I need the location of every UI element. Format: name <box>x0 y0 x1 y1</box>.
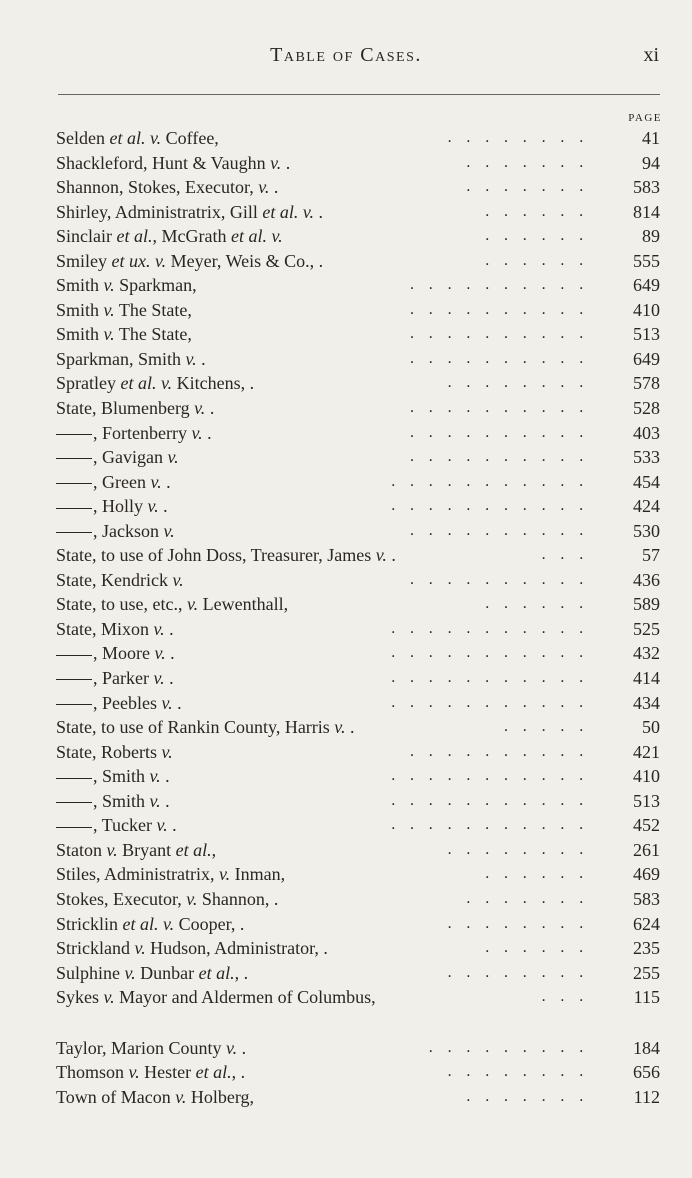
case-page: 403 <box>633 422 660 443</box>
case-page: 589 <box>633 594 660 615</box>
case-entry <box>0 936 692 961</box>
case-page: 115 <box>633 987 660 1008</box>
case-entry <box>0 691 692 716</box>
dot-leader: .......... <box>410 349 598 367</box>
case-entry <box>0 322 692 347</box>
case-page: 583 <box>633 888 660 909</box>
dot-leader: ...... <box>485 251 598 269</box>
case-name: Selden et al. v. Coffee, <box>56 128 219 148</box>
dot-leader: ........ <box>447 374 598 392</box>
case-page: 421 <box>633 741 660 762</box>
case-page: 432 <box>633 643 660 664</box>
table-of-cases <box>0 126 692 1109</box>
dot-leader: .......... <box>410 276 598 294</box>
case-name: , Green v. . <box>56 470 171 495</box>
dot-leader: ........... <box>391 497 598 515</box>
case-name: Shirley, Administratrix, Gill et al. v. . <box>56 201 323 222</box>
case-page: 469 <box>633 864 660 885</box>
case-name: Sulphine v. Dunbar et al., . <box>56 962 249 983</box>
case-name: Town of Macon v. Holberg, <box>56 1086 255 1107</box>
case-name: Staton v. Bryant et al., <box>56 839 217 860</box>
case-entry <box>0 961 692 986</box>
case-page: 436 <box>633 569 660 590</box>
case-name: Sparkman, Smith v. . <box>56 348 206 369</box>
case-name: , Gavigan v. <box>56 445 179 470</box>
case-page: 583 <box>633 177 660 198</box>
dot-leader: .......... <box>410 448 598 466</box>
case-entry <box>0 347 692 372</box>
case-entry <box>0 200 692 225</box>
case-entry <box>0 862 692 887</box>
dot-leader: ........... <box>391 693 598 711</box>
case-name: Sinclair et al., McGrath et al. v. <box>56 226 283 247</box>
case-name: State, Roberts v. <box>56 741 173 762</box>
dot-leader: ... <box>541 988 598 1006</box>
case-page: 555 <box>633 250 660 271</box>
case-name: , Fortenberry v. . <box>56 421 212 446</box>
case-name: , Tucker v. . <box>56 813 177 838</box>
case-page: 424 <box>633 496 660 517</box>
case-page: 649 <box>633 275 660 296</box>
case-name: Sykes v. Mayor and Aldermen of Columbus, <box>56 987 376 1008</box>
dot-leader: ........... <box>391 767 598 785</box>
case-entry <box>0 224 692 249</box>
dot-leader: .......... <box>410 399 598 417</box>
case-entry <box>0 912 692 937</box>
case-page: 452 <box>633 815 660 836</box>
case-name: Stokes, Executor, v. Shannon, . <box>56 888 279 909</box>
case-entry <box>0 470 692 495</box>
case-entry <box>0 764 692 789</box>
case-name: State, to use of John Doss, Treasurer, James v. . <box>56 545 396 566</box>
dot-leader: .......... <box>410 521 598 539</box>
case-entry <box>0 1060 692 1085</box>
dot-leader: ...... <box>485 227 598 245</box>
dot-leader: ........... <box>391 791 598 809</box>
case-page: 578 <box>633 373 660 394</box>
case-page: 112 <box>633 1086 660 1107</box>
case-name: Spratley et al. v. Kitchens, . <box>56 373 255 394</box>
dot-leader: .......... <box>410 423 598 441</box>
case-entry <box>0 887 692 912</box>
case-name: Smiley et ux. v. Meyer, Weis & Co., . <box>56 250 324 271</box>
dot-leader: ........ <box>447 963 598 981</box>
case-name: Thomson v. Hester et al., . <box>56 1062 246 1083</box>
case-name: , Peebles v. . <box>56 691 182 716</box>
dot-leader: .......... <box>410 325 598 343</box>
page-number: xi <box>643 44 659 66</box>
case-name: Smith v. Sparkman, <box>56 275 197 296</box>
case-page: 89 <box>642 226 660 247</box>
case-entry <box>0 666 692 691</box>
case-name: , Holly v. . <box>56 494 168 519</box>
case-page: 513 <box>633 324 660 345</box>
case-page: 656 <box>633 1062 660 1083</box>
dot-leader: .......... <box>410 300 598 318</box>
case-name: Smith v. The State, <box>56 324 192 345</box>
case-page: 434 <box>633 692 660 713</box>
case-page: 814 <box>633 201 660 222</box>
case-page: 454 <box>633 471 660 492</box>
case-entry <box>0 617 692 642</box>
case-entry <box>0 126 692 151</box>
case-page: 410 <box>633 299 660 320</box>
case-name: , Jackson v. <box>56 519 175 544</box>
dot-leader: ........ <box>447 129 598 146</box>
case-entry <box>0 789 692 814</box>
case-entry <box>0 568 692 593</box>
dot-leader: ... <box>541 546 598 564</box>
case-name: State, Kendrick v. <box>56 569 184 590</box>
case-entry <box>0 445 692 470</box>
case-name: Stiles, Administratrix, v. Inman, <box>56 864 286 885</box>
case-entry <box>0 985 692 1010</box>
case-entry <box>0 641 692 666</box>
dot-leader: ...... <box>485 202 598 220</box>
case-page: 261 <box>633 839 660 860</box>
case-page: 624 <box>633 913 660 934</box>
case-page: 184 <box>633 1037 660 1058</box>
dot-leader: ....... <box>466 889 598 907</box>
case-entry <box>0 396 692 421</box>
case-entry <box>0 519 692 544</box>
dot-leader: ....... <box>466 153 598 171</box>
case-name: Shackleford, Hunt & Vaughn v. . <box>56 152 291 173</box>
case-entry <box>0 371 692 396</box>
case-entry <box>0 421 692 446</box>
case-entry <box>0 494 692 519</box>
dot-leader: ..... <box>504 718 598 736</box>
case-page: 235 <box>633 938 660 959</box>
case-entry <box>0 543 692 568</box>
case-entry <box>0 715 692 740</box>
case-page: 513 <box>633 790 660 811</box>
running-header-title: Table of Cases. <box>270 44 422 66</box>
dot-leader: .......... <box>410 742 598 760</box>
case-name: Taylor, Marion County v. . <box>56 1037 247 1058</box>
dot-leader: ........ <box>447 914 598 932</box>
case-entry <box>0 1085 692 1110</box>
case-page: 57 <box>642 545 660 566</box>
dot-leader: .......... <box>410 570 598 588</box>
case-page: 649 <box>633 348 660 369</box>
dot-leader: ...... <box>485 595 598 613</box>
case-page: 533 <box>633 447 660 468</box>
dot-leader: ........... <box>391 472 598 490</box>
case-entry <box>0 1036 692 1061</box>
case-entry <box>0 298 692 323</box>
case-page: 525 <box>633 618 660 639</box>
case-name: Stricklin et al. v. Cooper, . <box>56 913 245 934</box>
case-name: , Moore v. . <box>56 641 175 666</box>
case-name: State, Mixon v. . <box>56 618 174 639</box>
case-name: , Parker v. . <box>56 666 174 691</box>
case-page: 41 <box>642 128 660 148</box>
case-entry <box>0 592 692 617</box>
dot-leader: ........ <box>447 840 598 858</box>
case-page: 50 <box>642 717 660 738</box>
dot-leader: ......... <box>428 1038 598 1056</box>
case-name: State, to use, etc., v. Lewenthall, <box>56 594 289 615</box>
case-entry <box>0 175 692 200</box>
case-page: 530 <box>633 520 660 541</box>
dot-leader: ...... <box>485 939 598 957</box>
case-entry <box>0 151 692 176</box>
page-column-label: PAGE <box>628 112 662 124</box>
case-entry <box>0 813 692 838</box>
dot-leader: ........... <box>391 644 598 662</box>
case-name: , Smith v. . <box>56 789 170 814</box>
dot-leader: ........... <box>391 619 598 637</box>
case-name: , Smith v. . <box>56 764 170 789</box>
case-name: State, Blumenberg v. . <box>56 398 215 419</box>
case-name: Smith v. The State, <box>56 299 192 320</box>
dot-leader: ....... <box>466 178 598 196</box>
case-name: Shannon, Stokes, Executor, v. . <box>56 177 279 198</box>
dot-leader: ........... <box>391 669 598 687</box>
case-name: Strickland v. Hudson, Administrator, . <box>56 938 328 959</box>
case-name: State, to use of Rankin County, Harris v. . <box>56 717 355 738</box>
case-page: 94 <box>642 152 660 173</box>
case-entry <box>0 273 692 298</box>
case-page: 528 <box>633 398 660 419</box>
header-rule <box>58 94 660 95</box>
case-page: 410 <box>633 766 660 787</box>
dot-leader: ........... <box>391 816 598 834</box>
case-entry <box>0 740 692 765</box>
case-page: 414 <box>633 668 660 689</box>
case-entry <box>0 838 692 863</box>
dot-leader: ...... <box>485 865 598 883</box>
dot-leader: ....... <box>466 1087 598 1105</box>
dot-leader: ........ <box>447 1063 598 1081</box>
case-page: 255 <box>633 962 660 983</box>
case-entry <box>0 249 692 274</box>
